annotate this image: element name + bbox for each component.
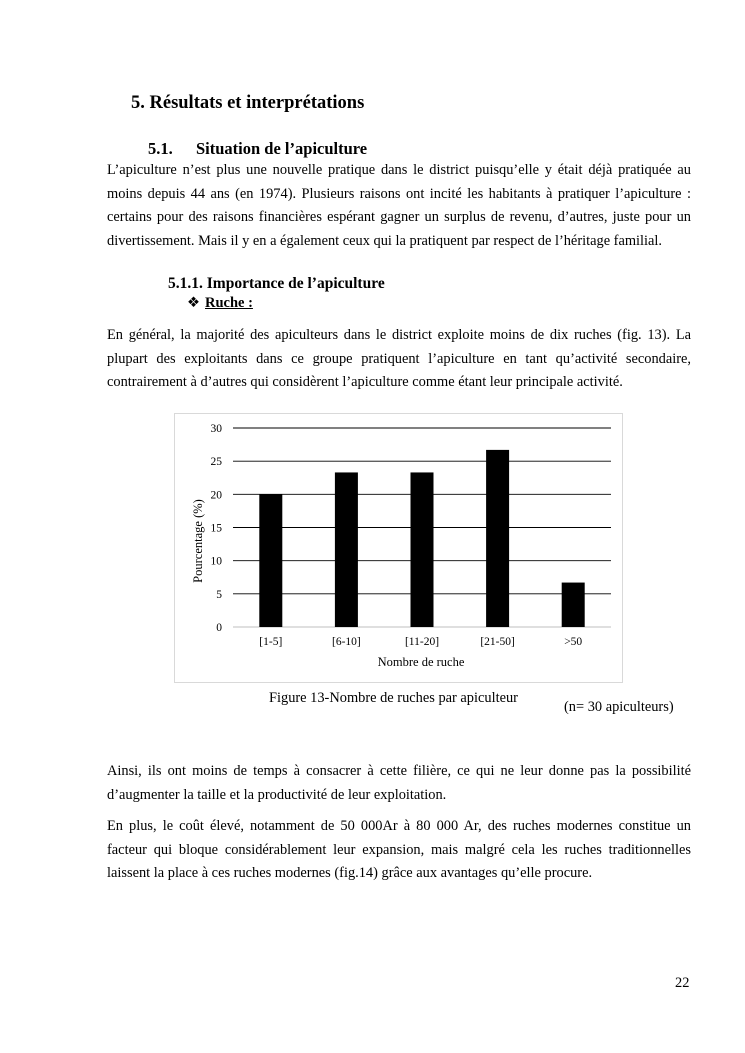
paragraph-intro bbox=[107, 159, 691, 253]
bar bbox=[335, 472, 358, 627]
subsubsection-title: Importance de l’apiculture bbox=[206, 275, 385, 292]
x-tick-label: >50 bbox=[564, 636, 583, 648]
x-tick-label: [1-5] bbox=[259, 636, 283, 648]
paragraph-line: contrairement à d’autres qui considèrent l’apiculture comme étant leur principale activité. bbox=[107, 374, 623, 390]
subsection-number: 5.1. bbox=[148, 139, 173, 158]
figure-sample-note: (n= 30 apiculteurs) bbox=[564, 699, 674, 715]
figure-13-chart bbox=[174, 413, 623, 683]
y-tick-label: 5 bbox=[216, 588, 222, 601]
paragraph-consequence bbox=[107, 760, 691, 807]
x-tick-label: [21-50] bbox=[480, 636, 515, 648]
paragraph-line: divertissement. Mais il y en a également ceux qui la pratiquent par respect de l’héritage familial. bbox=[107, 232, 663, 249]
y-tick-label: 10 bbox=[210, 555, 222, 568]
subsubsection-number: 5.1.1. bbox=[168, 275, 203, 292]
paragraph-line: L’apiculture n’est plus une nouvelle pratique dans le district puisqu’elle y était déjà pratiquée au bbox=[107, 162, 691, 178]
paragraph-line: plupart des exploitants dans ce groupe pratiquent l’apiculture en tant qu’activité secondaire, bbox=[107, 350, 691, 367]
x-tick-label: [11-20] bbox=[404, 636, 440, 648]
subsection-heading bbox=[148, 139, 367, 159]
subsubsection-heading bbox=[168, 275, 385, 293]
bar-chart bbox=[175, 414, 622, 682]
paragraph-line: En général, la majorité des apiculteurs dans le district exploite moins de dix ruches (fig. 13). La bbox=[107, 327, 691, 343]
paragraph-line: facteur qui bloque considérablement leur expansion, mais malgré cela les ruches traditionnelles bbox=[107, 841, 691, 858]
paragraph-line: En plus, le coût élevé, notamment de 50 000Ar à 80 000 Ar, des ruches modernes constitue un bbox=[107, 818, 691, 834]
paragraph-line: laissent la place à ces ruches modernes (fig.14) grâce aux avantages qu’elle procure. bbox=[107, 865, 593, 881]
bar bbox=[411, 472, 434, 627]
y-tick-label: 20 bbox=[210, 489, 222, 502]
paragraph-line: d’augmenter la taille et la productivité de leur exploitation. bbox=[107, 786, 447, 803]
bar bbox=[486, 450, 509, 627]
subsection-title: Situation de l’apiculture bbox=[196, 139, 368, 158]
bullet-label: Ruche : bbox=[205, 295, 253, 311]
figure-caption: Figure 13-Nombre de ruches par apiculteur bbox=[269, 690, 518, 706]
paragraph-line: moins depuis 44 ans (en 1974). Plusieurs raisons ont incité les habitants à pratiquer l’apiculture : bbox=[107, 185, 691, 202]
y-axis-label: Pourcentage (%) bbox=[191, 499, 205, 583]
paragraph-line: Ainsi, ils ont moins de temps à consacrer à cette filière, ce qui ne leur donne pas la possibilité bbox=[107, 763, 691, 779]
paragraph-cost bbox=[107, 815, 691, 886]
section-number: 5. bbox=[131, 93, 145, 113]
bullet-ruche bbox=[187, 295, 253, 312]
paragraph-ruche bbox=[107, 324, 691, 395]
paragraph-line: certains pour des raisons financières espérant gagner un surplus de revenu, d’autres, juste pour un bbox=[107, 209, 691, 225]
y-tick-label: 25 bbox=[210, 456, 222, 469]
diamond-bullet-icon: ❖ bbox=[187, 295, 200, 311]
bar bbox=[259, 494, 282, 627]
y-tick-label: 15 bbox=[210, 522, 222, 535]
section-title: Résultats et interprétations bbox=[149, 93, 365, 113]
bar bbox=[562, 583, 585, 627]
section-heading bbox=[131, 93, 364, 114]
y-tick-label: 30 bbox=[210, 423, 222, 435]
page-number: 22 bbox=[675, 975, 690, 991]
x-axis-label: Nombre de ruche bbox=[377, 655, 465, 669]
y-tick-label: 0 bbox=[216, 622, 222, 634]
x-tick-label: [6-10] bbox=[332, 636, 361, 648]
